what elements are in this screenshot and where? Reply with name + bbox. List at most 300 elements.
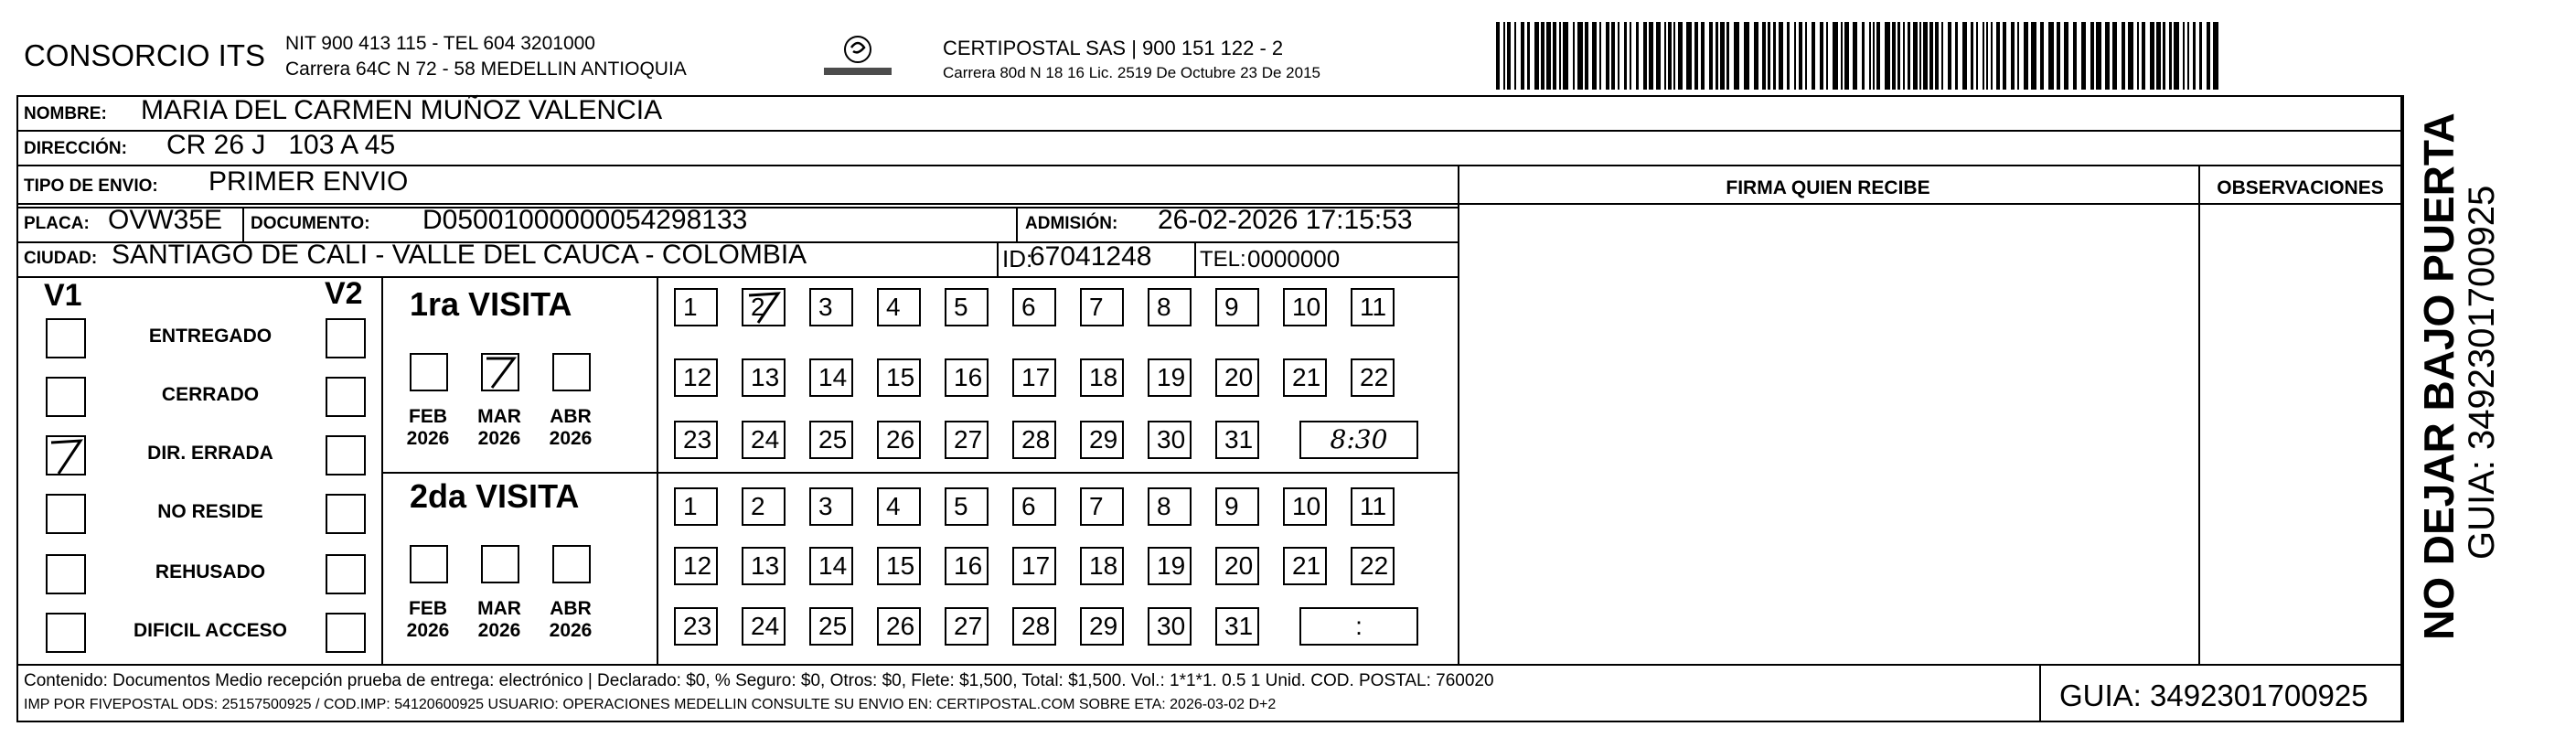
visit2-day-box[interactable] bbox=[674, 547, 718, 585]
day-number: 12 bbox=[683, 363, 712, 391]
status-label: DIR. ERRADA bbox=[147, 443, 273, 464]
v1-checkbox[interactable] bbox=[46, 494, 86, 534]
visit2-day-box[interactable] bbox=[809, 547, 853, 585]
day-number: 7 bbox=[1089, 492, 1104, 520]
barcode-bar bbox=[1955, 22, 1958, 90]
visit2-day-box[interactable] bbox=[1283, 487, 1327, 526]
day-number: 26 bbox=[886, 425, 915, 454]
visit2-day-box[interactable] bbox=[1012, 607, 1056, 646]
v1-checkbox[interactable] bbox=[46, 318, 86, 358]
day-number: 2 bbox=[751, 492, 765, 520]
status-label: ENTREGADO bbox=[148, 326, 273, 347]
check-mark-icon bbox=[483, 355, 518, 390]
check-mark-icon bbox=[48, 437, 84, 474]
barcode-bar bbox=[1636, 22, 1639, 90]
barcode-bar bbox=[1919, 22, 1921, 90]
barcode-bar bbox=[1779, 22, 1783, 90]
barcode-bar bbox=[2024, 22, 2028, 90]
day-number: 14 bbox=[818, 551, 848, 580]
visit1-day-box[interactable] bbox=[1351, 358, 1395, 397]
v2-checkbox[interactable] bbox=[326, 554, 366, 594]
visit1-day-box[interactable] bbox=[877, 288, 921, 326]
type-label: TIPO DE ENVIO: bbox=[24, 176, 158, 196]
id-label: ID: bbox=[1002, 245, 1033, 272]
barcode-bar bbox=[1514, 22, 1516, 90]
visit2-month-checkbox[interactable] bbox=[552, 545, 591, 583]
barcode-bar bbox=[1701, 22, 1705, 90]
day-number: 11 bbox=[1360, 492, 1387, 520]
barcode-bar bbox=[1976, 22, 1978, 90]
visit1-day-box[interactable] bbox=[674, 358, 718, 397]
day-number: 31 bbox=[1224, 612, 1254, 640]
barcode-bar bbox=[1941, 22, 1943, 90]
day-number: 3 bbox=[818, 492, 833, 520]
barcode-bar bbox=[2137, 22, 2139, 90]
barcode-bar bbox=[1908, 22, 1910, 90]
barcode-bar bbox=[2105, 22, 2110, 90]
admission-label: ADMISIÓN: bbox=[1025, 214, 1118, 233]
v1-checkbox[interactable] bbox=[46, 435, 86, 476]
day-number: 21 bbox=[1292, 363, 1321, 391]
tel-label: TEL: bbox=[1200, 247, 1246, 272]
day-number: 24 bbox=[751, 612, 780, 640]
day-number: 22 bbox=[1360, 551, 1389, 580]
barcode-bar bbox=[1962, 22, 1967, 90]
id-value: 67041248 bbox=[1030, 241, 1152, 272]
barcode-bar bbox=[1577, 22, 1583, 90]
visit1-day-box[interactable] bbox=[1215, 288, 1259, 326]
company-nit: NIT 900 413 115 - TEL 604 3201000 bbox=[285, 33, 595, 54]
shipment-type: PRIMER ENVIO bbox=[208, 166, 409, 197]
status-label: DIFICIL ACCESO bbox=[133, 620, 287, 641]
visit1-day-box[interactable] bbox=[1148, 288, 1192, 326]
visit2-day-box[interactable] bbox=[1080, 547, 1124, 585]
visit1-day-box[interactable] bbox=[1080, 358, 1124, 397]
status-label: REHUSADO bbox=[155, 561, 266, 582]
visit2-day-box[interactable] bbox=[1215, 547, 1259, 585]
barcode-bar bbox=[2142, 22, 2145, 90]
barcode-graphic bbox=[1496, 22, 2220, 90]
barcode-bar bbox=[1624, 22, 1627, 90]
day-number: 27 bbox=[954, 612, 983, 640]
barcode-bar bbox=[1585, 22, 1588, 90]
barcode-bar bbox=[1754, 22, 1758, 90]
visit1-day-box[interactable] bbox=[809, 288, 853, 326]
barcode-bar bbox=[1773, 22, 1776, 90]
day-number: 5 bbox=[954, 492, 968, 520]
barcode-bar bbox=[2213, 22, 2218, 90]
observations-header: OBSERVACIONES bbox=[2217, 177, 2384, 198]
barcode-bar bbox=[1971, 22, 1973, 90]
day-number: 29 bbox=[1089, 612, 1118, 640]
barcode-bar bbox=[1546, 22, 1551, 90]
barcode-bar bbox=[1996, 22, 2000, 90]
barcode-bar bbox=[2150, 22, 2154, 90]
barcode-bar bbox=[1521, 22, 1524, 90]
visit1-day-box[interactable] bbox=[742, 288, 786, 326]
day-number: 1 bbox=[683, 492, 698, 520]
day-number: 6 bbox=[1021, 492, 1036, 520]
visit1-day-box[interactable] bbox=[742, 421, 786, 459]
visit2-day-box[interactable] bbox=[742, 547, 786, 585]
courier-address: Carrera 80d N 18 16 Lic. 2519 De Octubre 23 De 2015 bbox=[943, 64, 1320, 81]
barcode-bar bbox=[1649, 22, 1653, 90]
barcode-bar bbox=[2112, 22, 2117, 90]
barcode-bar bbox=[1686, 22, 1692, 90]
day-number: 2 bbox=[751, 293, 765, 321]
day-number: 28 bbox=[1021, 425, 1051, 454]
visit2-day-box[interactable] bbox=[1351, 547, 1395, 585]
v2-checkbox[interactable] bbox=[326, 613, 366, 653]
visit2-day-box[interactable] bbox=[1283, 547, 1327, 585]
barcode-bar bbox=[2096, 22, 2101, 90]
v1-checkbox[interactable] bbox=[46, 554, 86, 594]
visit1-day-box[interactable] bbox=[877, 358, 921, 397]
visit1-month-label: FEB 2026 bbox=[406, 406, 450, 449]
v1-checkbox[interactable] bbox=[46, 377, 86, 417]
barcode-bar bbox=[1862, 22, 1865, 90]
barcode-bar bbox=[2193, 22, 2196, 90]
day-number: 13 bbox=[751, 551, 780, 580]
visit2-day-box[interactable] bbox=[1148, 607, 1192, 646]
barcode-bar bbox=[1618, 22, 1619, 90]
day-number: 25 bbox=[818, 612, 848, 640]
barcode-bar bbox=[1885, 22, 1890, 90]
day-number: 31 bbox=[1224, 425, 1254, 454]
recipient-name: MARIA DEL CARMEN MUÑOZ VALENCIA bbox=[141, 95, 663, 125]
side-notice: NO DEJAR BAJO PUERTA bbox=[2415, 112, 2463, 640]
barcode-bar bbox=[1948, 22, 1951, 90]
day-number: 22 bbox=[1360, 363, 1389, 391]
visit1-day-box[interactable] bbox=[1351, 288, 1395, 326]
day-number: 13 bbox=[751, 363, 780, 391]
barcode-bar bbox=[1799, 22, 1802, 90]
v2-checkbox[interactable] bbox=[326, 435, 366, 476]
courier-name: CERTIPOSTAL SAS | 900 151 122 - 2 bbox=[943, 37, 1284, 59]
day-number: 23 bbox=[683, 612, 712, 640]
footer-contents: Contenido: Documentos Medio recepción prueba de entrega: electrónico | Declarado: $0, % Seguro: $0, Otros: $0, Flete: $1,500, Total: $1,500. Vol.: 1*1*1. 0.5 1 Unid. COD. POSTAL: 760020 bbox=[24, 671, 1494, 690]
day-number: 16 bbox=[954, 363, 983, 391]
barcode-bar bbox=[1656, 22, 1661, 90]
barcode-bar bbox=[1694, 22, 1698, 90]
tel-value: 0000000 bbox=[1247, 245, 1341, 272]
v2-header: V2 bbox=[325, 276, 363, 311]
barcode-bar bbox=[2048, 22, 2054, 90]
barcode-bar bbox=[1873, 22, 1875, 90]
barcode-bar bbox=[1876, 22, 1880, 90]
day-number: 8 bbox=[1157, 492, 1171, 520]
barcode-bar bbox=[2073, 22, 2077, 90]
barcode-bar bbox=[1812, 22, 1815, 90]
visit1-month-label: ABR 2026 bbox=[549, 406, 593, 449]
admission-value: 26-02-2026 17:15:53 bbox=[1158, 205, 1413, 235]
barcode-bar bbox=[1794, 22, 1796, 90]
barcode-bar bbox=[1559, 22, 1561, 90]
day-number: 27 bbox=[954, 425, 983, 454]
day-number: 21 bbox=[1292, 551, 1321, 580]
day-number: 23 bbox=[683, 425, 712, 454]
visit1-day-box[interactable] bbox=[945, 421, 989, 459]
plate-label: PLACA: bbox=[24, 214, 90, 233]
v2-checkbox[interactable] bbox=[326, 377, 366, 417]
visit1-month-label: MAR 2026 bbox=[477, 406, 521, 449]
barcode-bar bbox=[1553, 22, 1556, 90]
barcode-bar bbox=[2174, 22, 2179, 90]
day-number: 20 bbox=[1224, 551, 1254, 580]
visit2-day-box[interactable] bbox=[877, 487, 921, 526]
barcode-bar bbox=[1762, 22, 1766, 90]
visit1-day-box[interactable] bbox=[742, 358, 786, 397]
check-mark-icon bbox=[747, 292, 782, 325]
visit2-day-box[interactable] bbox=[1080, 487, 1124, 526]
visit2-day-box[interactable] bbox=[1215, 607, 1259, 646]
visit1-day-box[interactable] bbox=[1283, 358, 1327, 397]
visit1-day-box[interactable] bbox=[674, 288, 718, 326]
day-number: 15 bbox=[886, 363, 915, 391]
barcode-bar bbox=[2011, 22, 2015, 90]
day-number: 7 bbox=[1089, 293, 1104, 321]
visit2-day-box[interactable] bbox=[742, 607, 786, 646]
visit1-day-box[interactable] bbox=[945, 358, 989, 397]
visit2-month-label: FEB 2026 bbox=[406, 598, 450, 641]
day-number: 6 bbox=[1021, 293, 1036, 321]
visit1-month-checkbox[interactable] bbox=[410, 353, 448, 391]
day-number: 17 bbox=[1021, 551, 1051, 580]
barcode-bar bbox=[1720, 22, 1725, 90]
day-number: 15 bbox=[886, 551, 915, 580]
barcode-bar bbox=[1853, 22, 1857, 90]
visit2-month-checkbox[interactable] bbox=[481, 545, 519, 583]
barcode-bar bbox=[2169, 22, 2172, 90]
day-number: 20 bbox=[1224, 363, 1254, 391]
barcode-bar bbox=[2187, 22, 2189, 90]
v1-header: V1 bbox=[44, 278, 82, 313]
barcode-bar bbox=[1929, 22, 1933, 90]
visit2-day-box[interactable] bbox=[1215, 487, 1259, 526]
day-number: 1 bbox=[683, 293, 698, 321]
v2-checkbox[interactable] bbox=[326, 318, 366, 358]
visit2-day-box[interactable] bbox=[877, 607, 921, 646]
barcode-bar bbox=[1668, 22, 1672, 90]
visit1-day-box[interactable] bbox=[945, 288, 989, 326]
barcode-bar bbox=[1563, 22, 1568, 90]
barcode-bar bbox=[2017, 22, 2019, 90]
document-value: D05001000000054298133 bbox=[422, 205, 748, 235]
barcode-bar bbox=[2090, 22, 2094, 90]
barcode-bar bbox=[1611, 22, 1615, 90]
visit1-day-box[interactable] bbox=[1012, 358, 1056, 397]
day-number: 14 bbox=[818, 363, 848, 391]
barcode-bar bbox=[1991, 22, 1993, 90]
day-number: 3 bbox=[818, 293, 833, 321]
barcode-bar bbox=[1744, 22, 1749, 90]
visit2-day-box[interactable] bbox=[1012, 487, 1056, 526]
visit1-day-box[interactable] bbox=[1012, 421, 1056, 459]
visit2-title: 2da VISITA bbox=[410, 477, 580, 515]
visit1-day-box[interactable] bbox=[1283, 288, 1327, 326]
day-number: 11 bbox=[1360, 293, 1387, 321]
day-number: 17 bbox=[1021, 363, 1051, 391]
barcode-bar bbox=[2128, 22, 2133, 90]
visit2-day-box[interactable] bbox=[945, 607, 989, 646]
barcode-bar bbox=[2064, 22, 2068, 90]
visit1-title: 1ra VISITA bbox=[410, 285, 572, 323]
visit2-day-box[interactable] bbox=[809, 487, 853, 526]
barcode-bar bbox=[1630, 22, 1631, 90]
name-label: NOMBRE: bbox=[24, 104, 107, 123]
v1-checkbox[interactable] bbox=[46, 613, 86, 653]
barcode-bar bbox=[1496, 22, 1500, 90]
visit2-month-checkbox[interactable] bbox=[410, 545, 448, 583]
signature-header: FIRMA QUIEN RECIBE bbox=[1726, 177, 1930, 198]
visit1-day-box[interactable] bbox=[1148, 358, 1192, 397]
visit2-day-box[interactable] bbox=[674, 487, 718, 526]
barcode bbox=[1496, 22, 2220, 90]
barcode-bar bbox=[1606, 22, 1609, 90]
visit1-day-box[interactable] bbox=[1080, 421, 1124, 459]
side-guia: GUIA: 3492301700925 bbox=[2462, 185, 2502, 560]
visit1-day-box[interactable] bbox=[1148, 421, 1192, 459]
day-number: 10 bbox=[1292, 492, 1321, 520]
visit2-day-box[interactable] bbox=[1080, 607, 1124, 646]
visit2-day-box[interactable] bbox=[877, 547, 921, 585]
visit1-day-box[interactable] bbox=[877, 421, 921, 459]
document-label: DOCUMENTO: bbox=[251, 214, 370, 233]
visit1-month-checkbox[interactable] bbox=[481, 353, 519, 391]
visit2-day-box[interactable] bbox=[1012, 547, 1056, 585]
barcode-bar bbox=[1768, 22, 1770, 90]
barcode-bar bbox=[1664, 22, 1666, 90]
visit1-month-checkbox[interactable] bbox=[552, 353, 591, 391]
visit1-day-box[interactable] bbox=[1215, 358, 1259, 397]
barcode-bar bbox=[1844, 22, 1849, 90]
barcode-bar bbox=[2199, 22, 2202, 90]
day-number: 19 bbox=[1157, 363, 1186, 391]
barcode-bar bbox=[1935, 22, 1939, 90]
barcode-bar bbox=[1869, 22, 1871, 90]
status-label: NO RESIDE bbox=[157, 501, 263, 522]
visit1-day-box[interactable] bbox=[1080, 288, 1124, 326]
visit2-day-box[interactable] bbox=[1148, 547, 1192, 585]
city-value: SANTIAGO DE CALI - VALLE DEL CAUCA - COLOMBIA bbox=[112, 240, 807, 270]
day-number: 18 bbox=[1089, 363, 1118, 391]
barcode-bar bbox=[1507, 22, 1511, 90]
barcode-bar bbox=[1541, 22, 1545, 90]
day-number: 4 bbox=[886, 492, 901, 520]
city-label: CIUDAD: bbox=[24, 249, 98, 268]
barcode-bar bbox=[1983, 22, 1984, 90]
visit2-day-box[interactable] bbox=[809, 607, 853, 646]
barcode-bar bbox=[1913, 22, 1918, 90]
barcode-bar bbox=[2040, 22, 2044, 90]
address-label: DIRECCIÓN: bbox=[24, 139, 127, 158]
day-number: 10 bbox=[1292, 293, 1321, 321]
day-number: 5 bbox=[954, 293, 968, 321]
barcode-bar bbox=[1503, 22, 1505, 90]
visit1-day-box[interactable] bbox=[809, 421, 853, 459]
barcode-bar bbox=[1903, 22, 1905, 90]
barcode-bar bbox=[1892, 22, 1896, 90]
barcode-bar bbox=[1534, 22, 1539, 90]
day-number: 12 bbox=[683, 551, 712, 580]
barcode-bar bbox=[2081, 22, 2086, 90]
barcode-bar bbox=[1826, 22, 1828, 90]
barcode-bar bbox=[2163, 22, 2165, 90]
visit1-day-box[interactable] bbox=[809, 358, 853, 397]
v2-checkbox[interactable] bbox=[326, 494, 366, 534]
visit2-month-label: ABR 2026 bbox=[549, 598, 593, 641]
visit1-day-box[interactable] bbox=[674, 421, 718, 459]
barcode-bar bbox=[1833, 22, 1838, 90]
visit2-day-box[interactable] bbox=[1351, 487, 1395, 526]
barcode-bar bbox=[1841, 22, 1843, 90]
certipostal-logo bbox=[817, 31, 899, 86]
visit2-day-box[interactable] bbox=[945, 547, 989, 585]
day-number: 28 bbox=[1021, 612, 1051, 640]
day-number: 4 bbox=[886, 293, 901, 321]
barcode-bar bbox=[2207, 22, 2210, 90]
day-number: 29 bbox=[1089, 425, 1118, 454]
barcode-bar bbox=[1820, 22, 1823, 90]
barcode-bar bbox=[1726, 22, 1729, 90]
barcode-bar bbox=[2057, 22, 2060, 90]
barcode-bar bbox=[1673, 22, 1675, 90]
day-number: 30 bbox=[1157, 425, 1186, 454]
day-number: 25 bbox=[818, 425, 848, 454]
barcode-bar bbox=[1678, 22, 1683, 90]
barcode-bar bbox=[1734, 22, 1739, 90]
day-number: 30 bbox=[1157, 612, 1186, 640]
barcode-bar bbox=[1709, 22, 1713, 90]
barcode-bar bbox=[1716, 22, 1718, 90]
day-number: 9 bbox=[1224, 492, 1239, 520]
visit2-time-box[interactable]: : bbox=[1299, 607, 1418, 646]
visit1-day-box[interactable] bbox=[1012, 288, 1056, 326]
day-number: 16 bbox=[954, 551, 983, 580]
barcode-bar bbox=[1805, 22, 1807, 90]
barcode-bar bbox=[2122, 22, 2125, 90]
day-number: 24 bbox=[751, 425, 780, 454]
day-number: 8 bbox=[1157, 293, 1171, 321]
company-name: CONSORCIO ITS bbox=[24, 38, 266, 72]
day-number: 18 bbox=[1089, 551, 1118, 580]
visit1-time-box[interactable]: 8:30 bbox=[1299, 421, 1418, 459]
visit2-day-box[interactable] bbox=[742, 487, 786, 526]
barcode-bar bbox=[1592, 22, 1597, 90]
barcode-bar bbox=[2183, 22, 2185, 90]
day-number: 26 bbox=[886, 612, 915, 640]
barcode-bar bbox=[1599, 22, 1601, 90]
footer-print-info: IMP POR FIVEPOSTAL ODS: 25157500925 / COD.IMP: 54120600925 USUARIO: OPERACIONES MEDELLIN CONSULTE SU ENVIO EN: CERTIPOSTAL.COM SOBRE ETA: 2026-03-02 D+2 bbox=[24, 697, 1277, 712]
day-number: 19 bbox=[1157, 551, 1186, 580]
status-label: CERRADO bbox=[161, 384, 260, 405]
barcode-bar bbox=[2031, 22, 2036, 90]
certipostal-logo-icon bbox=[817, 31, 899, 86]
barcode-bar bbox=[1573, 22, 1575, 90]
company-address: Carrera 64C N 72 - 58 MEDELLIN ANTIOQUIA bbox=[285, 59, 687, 80]
footer-guia: GUIA: 3492301700925 bbox=[2059, 679, 2368, 712]
barcode-bar bbox=[2003, 22, 2006, 90]
day-number: 9 bbox=[1224, 293, 1239, 321]
barcode-bar bbox=[1923, 22, 1928, 90]
plate-value: OVW35E bbox=[108, 205, 223, 235]
visit2-day-box[interactable] bbox=[674, 607, 718, 646]
visit1-day-box[interactable] bbox=[1215, 421, 1259, 459]
visit2-day-box[interactable] bbox=[945, 487, 989, 526]
barcode-bar bbox=[1897, 22, 1900, 90]
visit2-day-box[interactable] bbox=[1148, 487, 1192, 526]
barcode-bar bbox=[1527, 22, 1530, 90]
